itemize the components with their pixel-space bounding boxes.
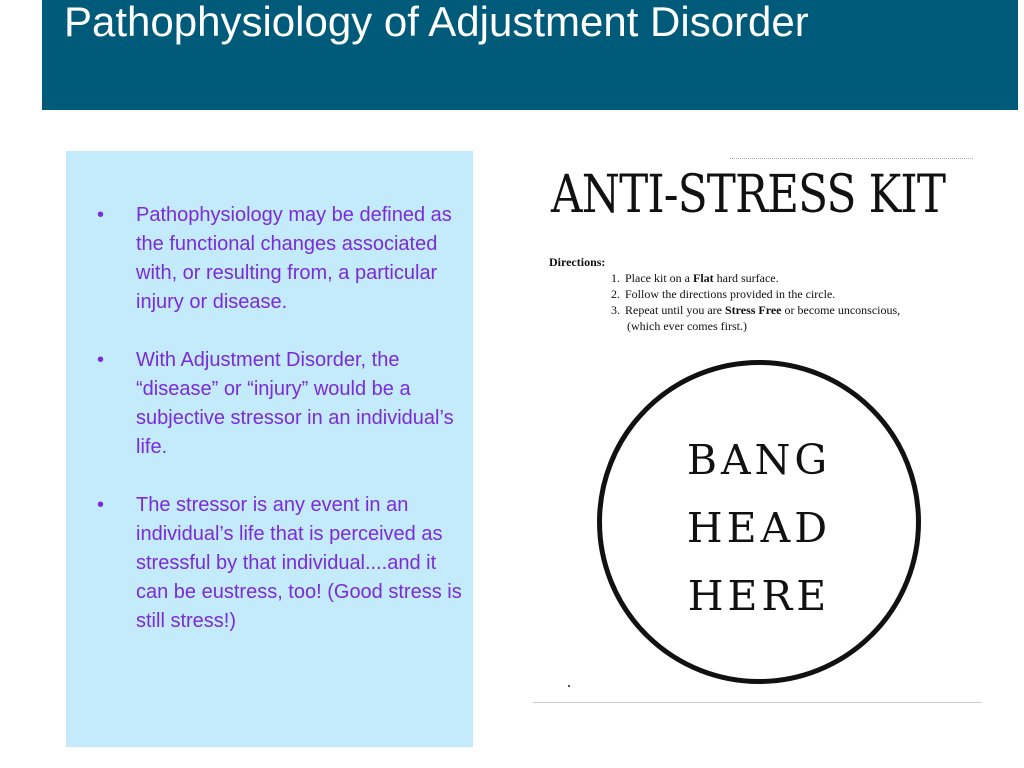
bullet-item xyxy=(66,346,466,462)
anti-stress-kit-image xyxy=(533,150,984,705)
slide-title: Pathophysiology of Adjustment Disorder xyxy=(64,0,809,45)
direction-number: 3. xyxy=(611,303,620,317)
bullet-list xyxy=(66,201,466,665)
direction-item xyxy=(611,270,900,286)
text-panel xyxy=(66,151,473,747)
direction-text: Follow the directions provided in the circle. xyxy=(625,287,836,301)
bullet-item xyxy=(66,491,466,636)
direction-continuation: (which ever comes first.) xyxy=(627,319,747,333)
title-bar xyxy=(42,0,1018,110)
bullet-dot-icon: • xyxy=(97,349,105,371)
bang-head-circle xyxy=(597,360,921,684)
direction-text-after: or become unconscious, xyxy=(781,303,901,317)
bullet-dot-icon: • xyxy=(97,204,105,226)
bullet-dot-icon: • xyxy=(97,494,105,516)
direction-text-after: hard surface. xyxy=(713,271,779,285)
bullet-text: The stressor is any event in an individual’s life that is perceived as stressful by that individual....and it can be eustress, too! (Good stress is still stress!) xyxy=(136,494,462,632)
direction-item xyxy=(611,286,900,302)
bullet-item xyxy=(66,201,466,317)
directions-label: Directions: xyxy=(549,255,606,269)
bullet-text: With Adjustment Disorder, the “disease” or “injury” would be a subjective stressor in an individual’s life. xyxy=(136,349,454,458)
direction-number: 2. xyxy=(611,287,620,301)
kit-title: ANTI-STRESS KIT xyxy=(551,165,946,225)
direction-bold: Flat xyxy=(692,271,714,285)
circle-line: HEAD xyxy=(686,504,832,552)
circle-line: BANG xyxy=(686,436,832,484)
circle-line: HERE xyxy=(687,572,831,620)
direction-text: Place kit on a xyxy=(625,271,693,285)
directions-list xyxy=(611,270,900,334)
bullet-text: Pathophysiology may be defined as the functional changes associated with, or resulting from, a particular injury or disease. xyxy=(136,204,452,313)
direction-text: Repeat until you are xyxy=(625,303,725,317)
divider xyxy=(730,158,973,159)
direction-bold: Stress Free xyxy=(724,303,782,317)
direction-item xyxy=(611,302,900,334)
divider xyxy=(533,702,982,703)
direction-number: 1. xyxy=(611,271,620,285)
speck xyxy=(568,685,570,687)
